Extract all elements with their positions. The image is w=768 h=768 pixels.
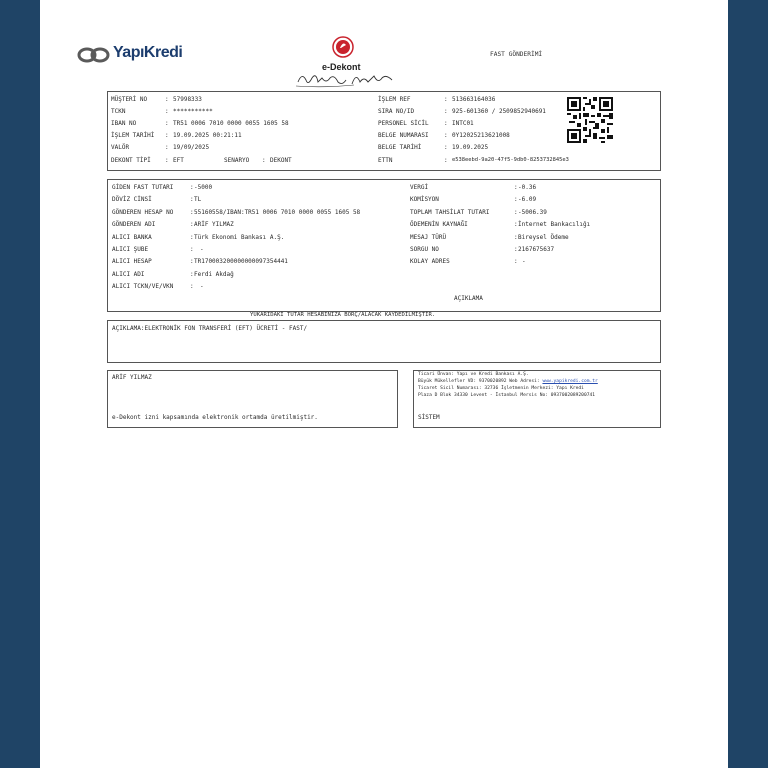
label: ALICI ADI <box>112 271 145 278</box>
description-text: AÇIKLAMA:ELEKTRONİK FON TRANSFERİ (EFT) ÜCRETİ - FAST/ <box>112 325 308 332</box>
sep: : <box>190 246 194 253</box>
sep: : <box>514 221 518 228</box>
staff-id: INTC01 <box>452 120 474 127</box>
label: GÖNDEREN HESAP NO <box>112 209 174 216</box>
label: KOLAY ADRES <box>410 258 450 265</box>
label: TCKN <box>111 108 126 115</box>
sep: : <box>190 184 194 191</box>
label: ALICI HESAP <box>112 258 152 265</box>
transaction-date: 19.09.2025 00:21:11 <box>173 132 242 139</box>
label: KOMİSYON <box>410 196 439 203</box>
easy-address: - <box>522 258 526 265</box>
sender-account: 55160558/IBAN:TR51 0006 7010 0000 0055 1605 58 <box>194 209 361 216</box>
receiver-name: Ferdi Akdağ <box>194 271 234 278</box>
sep: : <box>190 196 194 203</box>
sep: : <box>514 258 518 265</box>
sep: : <box>165 132 169 139</box>
receiver-tckn: - <box>200 283 204 290</box>
label: BELGE TARİHİ <box>378 144 422 151</box>
label: VALÖR <box>111 144 130 151</box>
bank-address-info: Plaza D Blok 34330 Levent - İstanbul Mersis No: 0937002089200741 <box>418 393 596 398</box>
message-type: Bireysel Ödeme <box>518 234 569 241</box>
sep: : <box>444 157 448 164</box>
ettn: e538eebd-9a20-47f5-9db0-8253732845e3 <box>452 157 569 163</box>
scenario: DEKONT <box>270 157 292 164</box>
sep: : <box>190 271 194 278</box>
sep: : <box>262 157 266 164</box>
total-collection: -5006.39 <box>518 209 547 216</box>
sep: : <box>444 120 448 127</box>
sequence-no: 925-601360 / 2509852940691 <box>452 108 546 115</box>
system-label: SİSTEM <box>418 414 440 421</box>
sep: : <box>165 96 169 103</box>
valor-date: 19/09/2025 <box>173 144 210 151</box>
document-date: 19.09.2025 <box>452 144 489 151</box>
sep: : <box>165 157 169 164</box>
label: MÜŞTERİ NO <box>111 96 148 103</box>
bank-website-link[interactable]: www.yapikredi.com.tr <box>542 379 598 384</box>
brand-name: YapıKredi <box>113 44 183 61</box>
label: DEKONT TİPİ <box>111 157 151 164</box>
sep: : <box>190 283 194 290</box>
label: BELGE NUMARASI <box>378 132 429 139</box>
e-dekont-emblem-icon <box>332 36 354 58</box>
yapikredi-logo <box>77 42 197 68</box>
sep: : <box>165 144 169 151</box>
label: SENARYO <box>224 157 250 164</box>
outgoing-fast-amount: -5000 <box>194 184 213 191</box>
iban-no: TR51 0006 7010 0000 0055 1605 58 <box>173 120 289 127</box>
sep: : <box>444 144 448 151</box>
bank-trade-name: Ticari Ünvan: Yapı ve Kredi Bankası A.Ş. <box>418 372 529 377</box>
transaction-ref: 513663164036 <box>452 96 496 103</box>
e-dekont-note: e-Dekont izni kapsamında elektronik ortamda üretilmiştir. <box>112 414 318 421</box>
receiver-branch: - <box>200 246 204 253</box>
sep: : <box>444 132 448 139</box>
label: TOPLAM TAHSİLAT TUTARI <box>410 209 490 216</box>
label: VERGİ <box>410 184 429 191</box>
label: İŞLEM REF <box>378 96 411 103</box>
bank-tax-info <box>418 379 598 384</box>
receiver-bank: Türk Ekonomi Bankası A.Ş. <box>194 234 285 241</box>
label: ETTN <box>378 157 393 164</box>
sep: : <box>514 234 518 241</box>
commission: -6.09 <box>518 196 537 203</box>
tax: -0.36 <box>518 184 537 191</box>
label: İŞLEM TARİHİ <box>111 132 155 139</box>
label: SORGU NO <box>410 246 439 253</box>
customer-name: ARİF YILMAZ <box>112 374 152 381</box>
bank-tax-text: Büyük Mükellefler VD: 9370020892 Web Adresi: <box>418 379 543 384</box>
payment-source: İnternet Bankacılığı <box>518 221 591 228</box>
label: ALICI TCKN/VE/VKN <box>112 283 174 290</box>
sep: : <box>514 246 518 253</box>
bank-registry-info: Ticaret Sicil Numarası: 32736 İşletmenin Merkezi: Yapı Kredi <box>418 386 584 391</box>
sep: : <box>165 120 169 127</box>
sep: : <box>190 234 194 241</box>
qr-code-icon <box>567 97 613 143</box>
e-dekont-title: e-Dekont <box>322 62 361 72</box>
label: ÖDEMENİN KAYNAĞI <box>410 221 468 228</box>
customer-no: 57998333 <box>173 96 202 103</box>
sep: : <box>165 108 169 115</box>
booking-notice: YUKARIDAKİ TUTAR HESABINIZA BORÇ/ALACAK KAYDEDİLMİŞTİR. <box>250 312 436 318</box>
sep: : <box>444 96 448 103</box>
sep: : <box>190 258 194 265</box>
receiver-account: TR170003200000000097354441 <box>194 258 288 265</box>
document-number: 0Y12025213621008 <box>452 132 510 139</box>
sep: : <box>190 209 194 216</box>
document-type-title: FAST GÖNDERİMİ <box>490 51 543 58</box>
label: ALICI ŞUBE <box>112 246 149 253</box>
label: SIRA NO/ID <box>378 108 415 115</box>
label: DÖVİZ CİNSİ <box>112 196 152 203</box>
sep: : <box>514 196 518 203</box>
sep: : <box>190 221 194 228</box>
label: MESAJ TÜRÜ <box>410 234 447 241</box>
label: IBAN NO <box>111 120 137 127</box>
sep: : <box>514 184 518 191</box>
sender-name: ARİF YILMAZ <box>194 221 234 228</box>
description-heading: AÇIKLAMA <box>454 295 483 302</box>
label: GİDEN FAST TUTARI <box>112 184 174 191</box>
tckn: *********** <box>173 108 213 115</box>
label: GÖNDEREN ADI <box>112 221 156 228</box>
currency: TL <box>194 196 202 203</box>
dekont-type: EFT <box>173 157 184 164</box>
sep: : <box>514 209 518 216</box>
signature <box>294 68 398 90</box>
query-no: 2167675637 <box>518 246 555 253</box>
sep: : <box>444 108 448 115</box>
label: ALICI BANKA <box>112 234 152 241</box>
label: PERSONEL SİCİL <box>378 120 429 127</box>
